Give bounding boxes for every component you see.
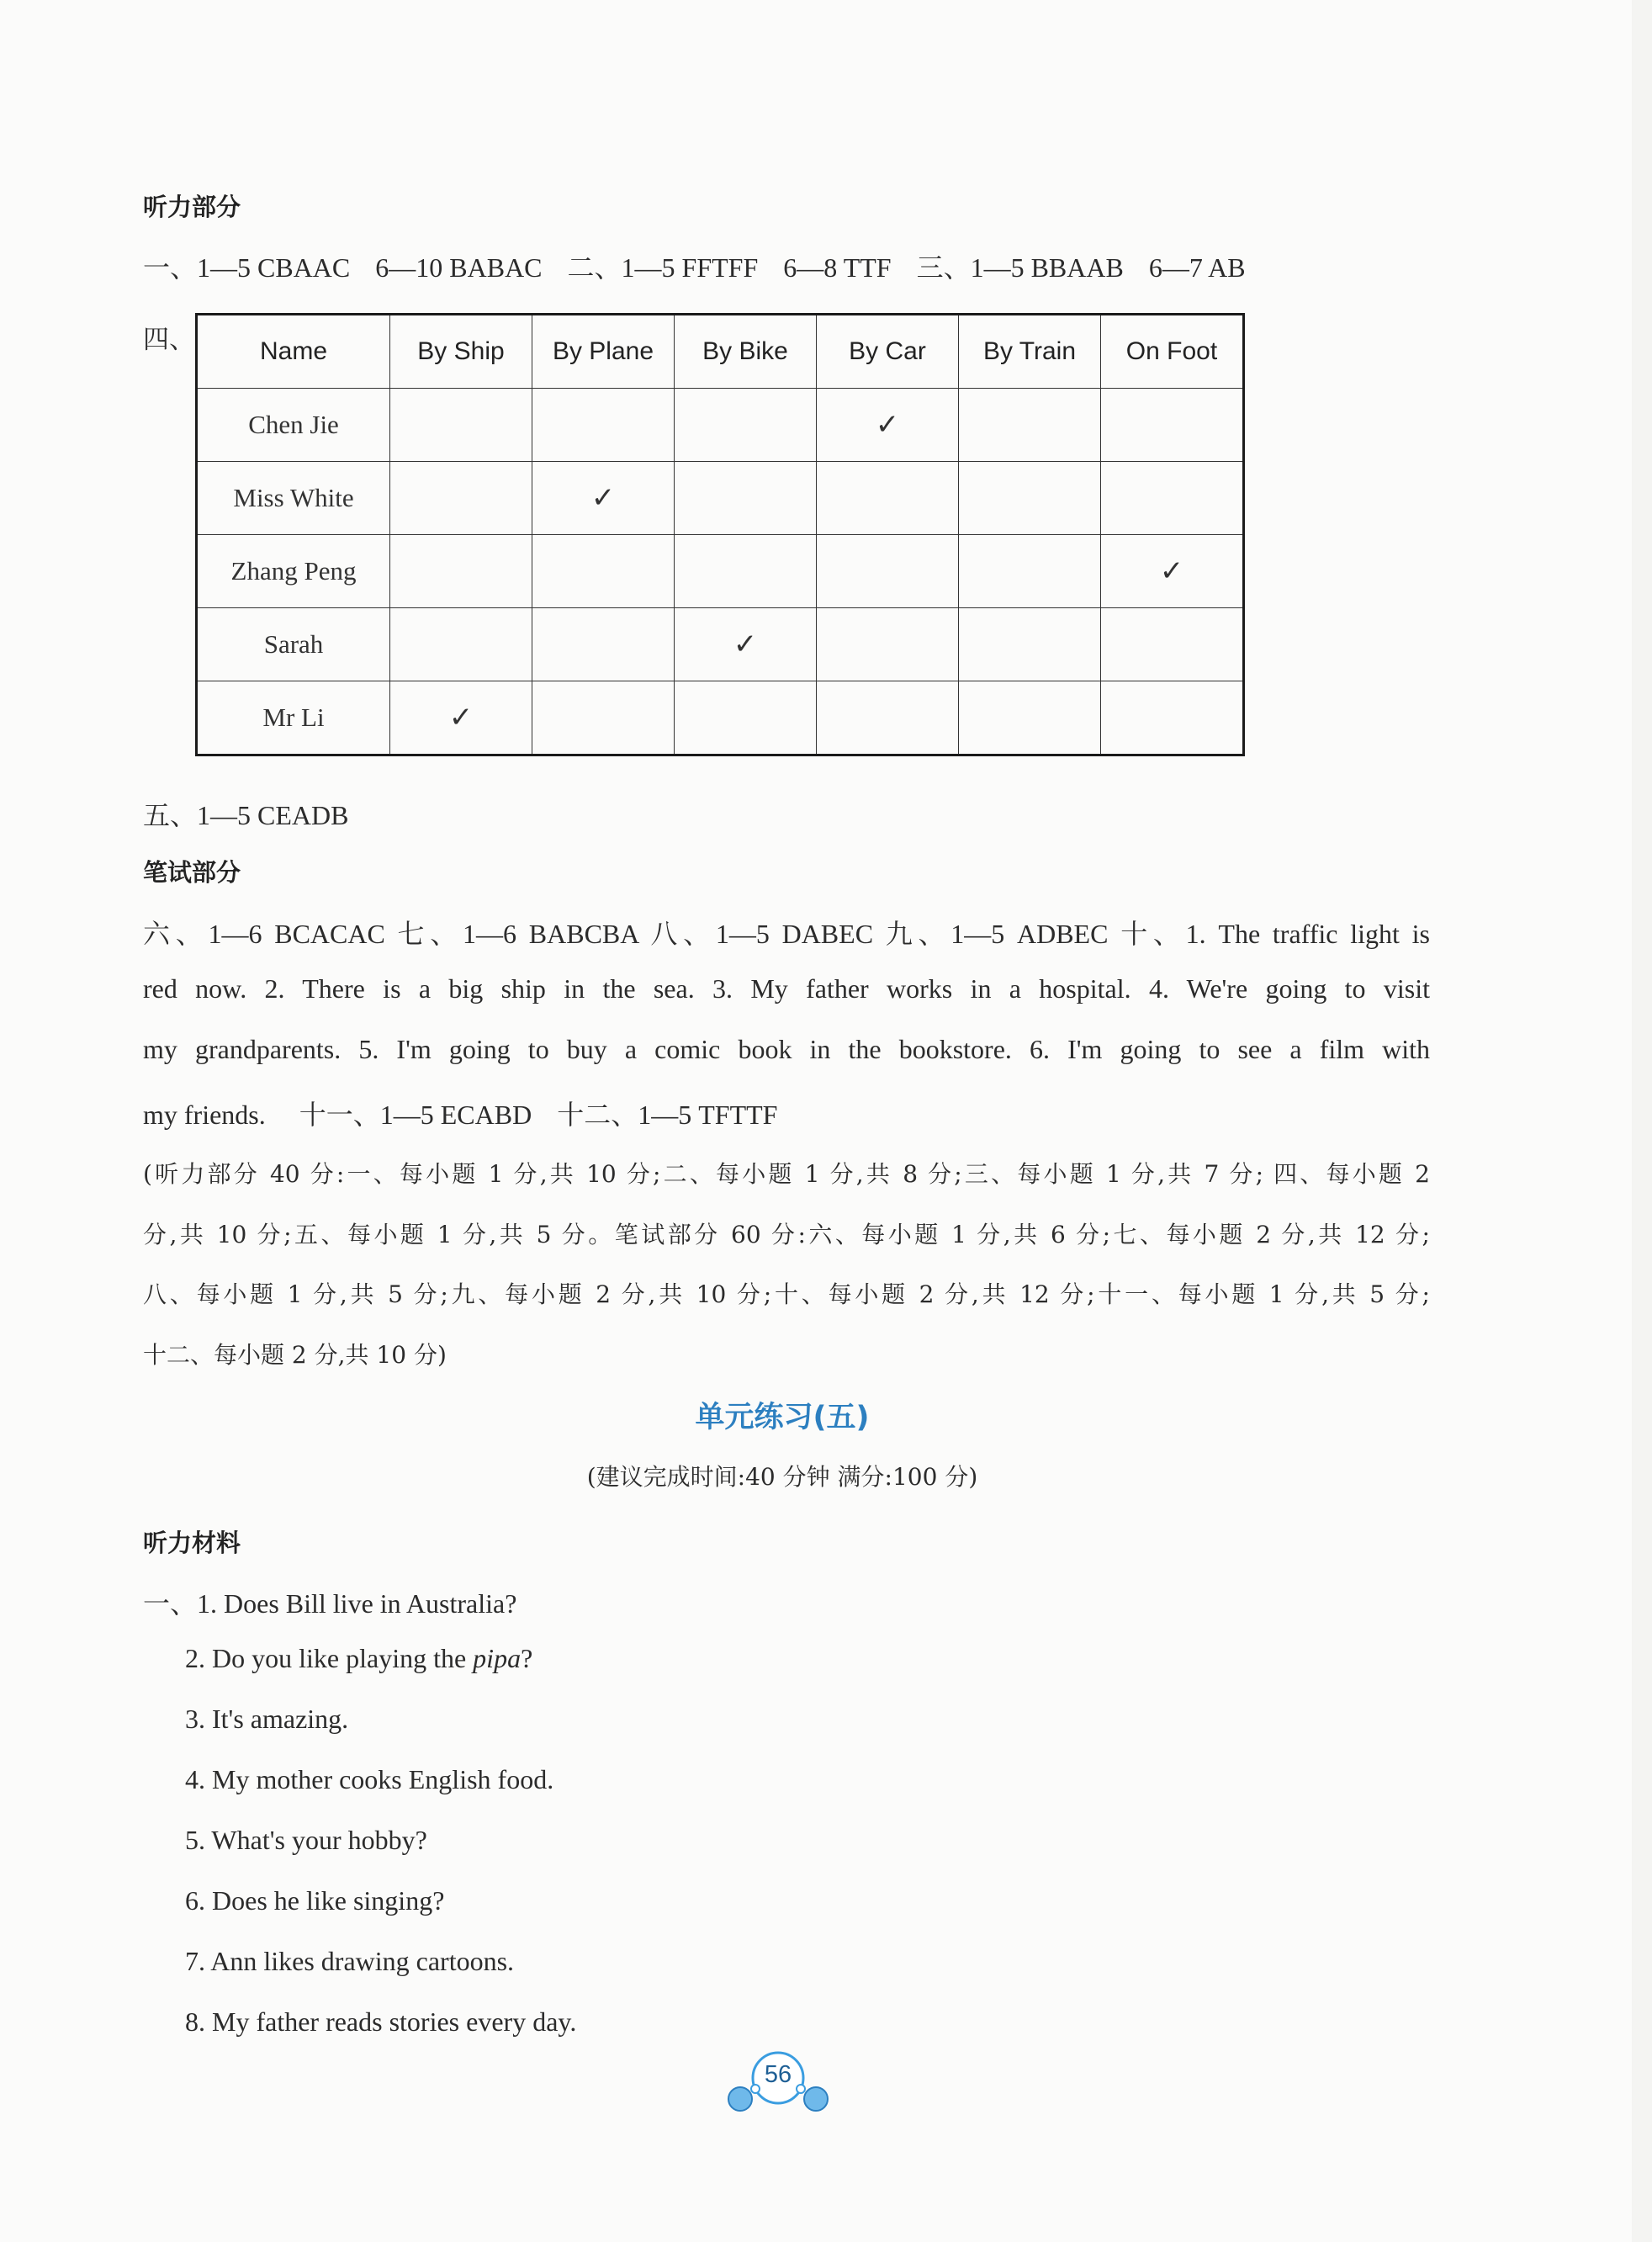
table-cell xyxy=(675,462,817,535)
column-header: By Train xyxy=(959,315,1101,389)
check-mark: ✓ xyxy=(1101,535,1244,608)
table-cell xyxy=(959,535,1101,608)
written-line-1: 六、1—6 BCACAC 七、1—6 BABCBA 八、1—5 DABEC 九、1—5 ADBEC 十、1. The traffic light is xyxy=(143,919,1430,949)
page-number-badge xyxy=(723,2051,833,2118)
column-header: On Foot xyxy=(1101,315,1244,389)
table-cell xyxy=(1101,681,1244,755)
written-section-title: 笔试部分 xyxy=(143,858,241,887)
column-header: By Plane xyxy=(532,315,675,389)
table-cell xyxy=(390,462,532,535)
table-cell xyxy=(1101,462,1244,535)
transport-table xyxy=(195,313,1245,756)
material-item-text: 2. Do you like playing the pipa? xyxy=(185,1643,533,1673)
table-row xyxy=(197,681,1244,755)
material-item: 7. Ann likes drawing cartoons. xyxy=(185,1946,515,1976)
answers-line-5: 五、1—5 CEADB xyxy=(143,800,349,830)
table-cell xyxy=(959,681,1101,755)
table-cell xyxy=(675,535,817,608)
material-item: 8. My father reads stories every day. xyxy=(185,2006,577,2037)
unit-subtitle: (建议完成时间:40 分钟 满分:100 分) xyxy=(586,1463,978,1491)
material-item: 5. What's your hobby? xyxy=(185,1825,427,1855)
table-row xyxy=(197,535,1244,608)
column-header: By Bike xyxy=(675,315,817,389)
row-name: Mr Li xyxy=(197,681,390,755)
material-item: 4. My mother cooks English food. xyxy=(185,1764,554,1794)
listening-section-title: 听力部分 xyxy=(143,193,241,221)
score-line: 十二、每小题 2 分,共 10 分) xyxy=(143,1341,447,1369)
table-cell xyxy=(532,681,675,755)
written-line-2: red now. 2. There is a big ship in the sea. 3. My father works in a hospital. 4. We're going to visit xyxy=(143,973,1430,1004)
material-section-title: 听力材料 xyxy=(143,1529,241,1557)
check-mark: ✓ xyxy=(675,608,817,681)
table-cell xyxy=(532,389,675,462)
answer-group: 6—8 TTF xyxy=(783,252,892,283)
answer-group: 6—7 AB xyxy=(1148,252,1246,283)
row-name: Sarah xyxy=(197,608,390,681)
italic-word: pipa xyxy=(473,1643,522,1673)
row-name: Chen Jie xyxy=(197,389,390,462)
row-name: Miss White xyxy=(197,462,390,535)
answer-group: 二、1—5 FFTFF xyxy=(567,252,759,283)
table-cell xyxy=(675,389,817,462)
table-cell xyxy=(817,681,959,755)
answer-group: 十二、1—5 TFTTF xyxy=(557,1100,778,1130)
material-item: 3. It's amazing. xyxy=(185,1704,349,1734)
answers-line-1 xyxy=(143,246,1246,285)
answer-group: 一、1—5 CBAAC xyxy=(143,252,351,283)
answer-group: 6—10 BABAC xyxy=(375,252,543,283)
check-mark: ✓ xyxy=(390,681,532,755)
table-row xyxy=(197,462,1244,535)
table-cell xyxy=(532,535,675,608)
table-cell xyxy=(390,389,532,462)
table-row xyxy=(197,389,1244,462)
table-cell xyxy=(817,462,959,535)
material-item xyxy=(185,1643,532,1674)
table-cell xyxy=(1101,608,1244,681)
score-line: (听力部分 40 分:一、每小题 1 分,共 10 分;二、每小题 1 分,共 8 分;三、每小题 1 分,共 7 分; 四、每小题 2 xyxy=(143,1160,1430,1188)
material-item: 一、1. Does Bill live in Australia? xyxy=(143,1588,517,1619)
table-cell xyxy=(959,389,1101,462)
table-cell xyxy=(817,608,959,681)
table-cell xyxy=(532,608,675,681)
table-cell xyxy=(817,535,959,608)
written-line-4 xyxy=(143,1094,777,1132)
column-header: By Car xyxy=(817,315,959,389)
unit-title: 单元练习(五) xyxy=(695,1401,870,1434)
column-header: By Ship xyxy=(390,315,532,389)
table-cell xyxy=(675,681,817,755)
table-header-row xyxy=(197,315,1244,389)
table-cell xyxy=(959,608,1101,681)
table-cell xyxy=(1101,389,1244,462)
score-line: 分,共 10 分;五、每小题 1 分,共 5 分。笔试部分 60 分:六、每小题 1 分,共 6 分;七、每小题 2 分,共 12 分; xyxy=(143,1221,1430,1248)
column-header: Name xyxy=(197,315,390,389)
page-number: 56 xyxy=(764,2061,792,2088)
table-row xyxy=(197,608,1244,681)
row-name: Zhang Peng xyxy=(197,535,390,608)
material-item: 6. Does he like singing? xyxy=(185,1885,445,1916)
written-line-3: my grandparents. 5. I'm going to buy a comic book in the bookstore. 6. I'm going to see a film with xyxy=(143,1034,1430,1064)
answer-group: 十一、1—5 ECABD xyxy=(299,1100,532,1130)
table-cell xyxy=(959,462,1101,535)
check-mark: ✓ xyxy=(817,389,959,462)
table-cell xyxy=(390,608,532,681)
check-mark: ✓ xyxy=(532,462,675,535)
score-line: 八、每小题 1 分,共 5 分;九、每小题 2 分,共 10 分;十、每小题 2 分,共 12 分;十一、每小题 1 分,共 5 分; xyxy=(143,1280,1430,1308)
answer-group: 三、1—5 BBAAB xyxy=(916,252,1124,283)
answer-group: my friends. xyxy=(143,1100,266,1130)
table-cell xyxy=(390,535,532,608)
section-four-label: 四、 xyxy=(143,325,195,355)
